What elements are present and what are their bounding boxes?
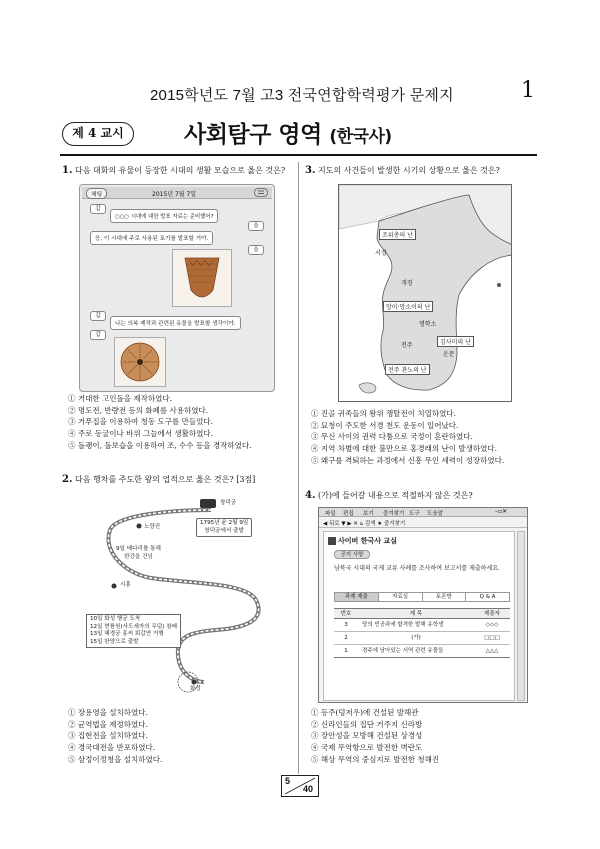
menu-view[interactable]: 보기: [363, 511, 374, 517]
q3-stem: [305, 165, 537, 176]
map-label-jowicheong: 조위총의 난: [379, 229, 416, 240]
q1-number: 1.: [62, 165, 73, 176]
q3-korea-map: [338, 184, 512, 402]
speaker-a-tag: 갑: [90, 204, 106, 214]
chat-date: 2015년 7월 7일: [152, 191, 197, 198]
q1-option-3[interactable]: ③ 거푸집을 이용하여 청동 도구를 만들었다.: [68, 417, 213, 427]
q2-number: 2.: [62, 474, 73, 485]
q4-option-5[interactable]: ⑤ 해상 무역의 중심지로 발전한 청해진: [311, 754, 440, 764]
notice-text: 남북국 시대의 국제 교류 사례를 조사하여 보고서를 제출하세요.: [334, 565, 500, 572]
header-rule: [60, 154, 537, 156]
submission-table: [334, 608, 510, 658]
chat-topbar: [82, 187, 272, 199]
pottery-icon: [173, 250, 231, 306]
q2-option-1[interactable]: ① 장용영을 설치하였다.: [68, 708, 148, 717]
hwaseong-marker: [192, 680, 197, 685]
menu-help[interactable]: 도움말: [427, 511, 443, 517]
site-logo-icon: [328, 537, 336, 545]
label-hwaseong: 화성: [190, 686, 201, 692]
browser-content: [323, 531, 515, 701]
label-siheung: 시흥: [120, 582, 131, 588]
subject-main: 사회탐구 영역: [184, 122, 322, 148]
q3-text: 지도의 사건들이 발생한 시기의 상황으로 옳은 것은?: [318, 166, 500, 175]
table-row[interactable]: [334, 632, 510, 645]
chat-message-1: ○○○ 시대에 대한 발표 자료는 준비했어?: [110, 209, 218, 223]
map-label-myeonghakso: 명학소: [419, 321, 437, 328]
row-title: 당의 빈공과에 합격한 발해 유학생: [362, 622, 444, 628]
route-path: [96, 496, 282, 698]
page-number: 1: [521, 78, 535, 103]
row-by: □□□: [484, 635, 500, 641]
nav-buttons[interactable]: ◀ 뒤로 ▼ ▶ ✕ ⌂ 검색 ★ 즐겨찾기: [323, 521, 406, 527]
q2-points: [3점]: [236, 475, 256, 484]
label-changdeokgung: 창덕궁: [220, 500, 237, 506]
q2-option-5[interactable]: ⑤ 삼정이정청을 설치하였다.: [68, 754, 163, 764]
speaker-b-tag: 을: [248, 221, 264, 231]
tab-discussion[interactable]: 토론방: [423, 593, 467, 601]
siheung-marker: [112, 584, 117, 589]
subject-sub: (한국사): [329, 127, 392, 147]
q2-option-4[interactable]: ④ 경국대전을 반포하였다.: [68, 743, 156, 753]
q2-text: 다음 행차를 주도한 왕의 업적으로 옳은 것은?: [75, 475, 234, 484]
q1-option-4[interactable]: ④ 주로 동굴이나 바위 그늘에서 생활하였다.: [68, 429, 213, 439]
q1-option-2[interactable]: ② 명도전, 반량전 등의 화폐를 사용하였다.: [68, 405, 209, 415]
window-controls-icon[interactable]: –▫✕: [495, 508, 508, 515]
q1-text: 다음 대화의 유물이 등장한 시대의 생활 모습으로 옳은 것은?: [75, 166, 286, 175]
row-by: △△△: [485, 648, 499, 654]
row-no: 1: [344, 648, 348, 654]
row-title: (가): [411, 635, 421, 641]
q1-option-5[interactable]: ⑤ 돌괭이, 돌보습을 이용하여 조, 수수 등을 경작하였다.: [68, 440, 252, 450]
label-noryangjin: 노량진: [144, 524, 161, 530]
q4-options: [311, 707, 439, 766]
chat-message-2: 응, 이 시대에 주로 사용된 토기를 발표할 거야.: [90, 231, 213, 245]
map-label-seogyeong: 서경: [375, 250, 387, 257]
q3-option-5[interactable]: ⑤ 왜구를 격퇴하는 과정에서 신흥 무인 세력이 성장하였다.: [311, 455, 505, 465]
q4-option-2[interactable]: ② 신라인들의 집단 거주지 신라방: [311, 719, 423, 729]
table-header-row: [334, 608, 510, 619]
page-current: 5: [285, 776, 291, 786]
menu-edit[interactable]: 편집: [343, 511, 354, 517]
label-departure: 1795년 윤 2월 9일 창덕궁에서 출발: [196, 518, 252, 537]
q3-option-1[interactable]: ① 진골 귀족들의 왕위 쟁탈전이 치열하였다.: [311, 409, 456, 418]
chat-message-3: 나는 의복 제작과 관련된 유물을 발표할 생각이야.: [110, 316, 241, 330]
q2-option-2[interactable]: ② 균역법을 제정하였다.: [68, 719, 148, 729]
chat-menu-icon[interactable]: [254, 188, 268, 197]
site-title: [328, 536, 397, 546]
label-boat-bridge: 9일 배다리를 통해 한강을 건넘: [116, 546, 161, 560]
tab-resources[interactable]: 자료실: [379, 593, 423, 601]
page-counter: [281, 775, 319, 797]
tab-qna[interactable]: Q & A: [479, 594, 496, 600]
spindle-whorl-image: [114, 337, 166, 387]
exam-header-title: 2015학년도 7월 고3 전국연합학력평가 문제지: [150, 87, 454, 104]
row-title: 경주에 남아있는 서역 관련 유물들: [362, 648, 444, 654]
browser-scrollbar[interactable]: [517, 531, 525, 701]
map-label-gimsami: 김사미의 난: [437, 336, 474, 347]
row-by: ◇◇◇: [485, 622, 499, 628]
q1-chat-screen: [79, 184, 275, 392]
q3-options: [311, 408, 504, 467]
browser-navbar: [319, 518, 527, 528]
palace-icon: [200, 499, 216, 508]
q2-option-3[interactable]: ③ 집현전을 설치하였다.: [68, 731, 148, 741]
q3-option-2[interactable]: ② 묘청이 주도한 서경 천도 운동이 일어났다.: [311, 420, 459, 430]
col-title: 제 목: [409, 611, 423, 617]
q4-option-4[interactable]: ④ 국제 무역항으로 발전한 벽란도: [311, 743, 423, 753]
q3-option-3[interactable]: ③ 무신 사이의 권력 다툼으로 국정이 혼란하였다.: [311, 432, 473, 442]
label-itinerary: 10일 화성 행궁 도착 12일 현륭원(사도세자의 무덤) 참배 13일 혜경궁 홍씨 회갑연 거행 15일 한양으로 출발: [86, 614, 181, 648]
browser-menubar: [319, 508, 527, 517]
board-tabs: [334, 592, 510, 602]
q2-route-diagram: [90, 496, 282, 698]
q1-stem: [62, 165, 294, 176]
speaker-a-tag-2: 갑: [90, 311, 106, 321]
q4-browser-window: [318, 507, 528, 703]
q4-option-1[interactable]: ① 등주(덩저우)에 건설된 발해관: [311, 708, 419, 717]
subject-title: [184, 116, 392, 149]
q4-stem: [305, 490, 537, 501]
menu-tools[interactable]: 도구: [409, 511, 420, 517]
q1-option-1[interactable]: ① 거대한 고인돌을 제작하였다.: [68, 394, 172, 403]
comb-pottery-image: [172, 249, 232, 307]
speaker-a-tag-3: 갑: [90, 330, 106, 340]
q4-text: (가)에 들어갈 내용으로 적절하지 않은 것은?: [318, 491, 473, 500]
col-no: 번호: [340, 611, 352, 617]
map-label-gaegyeong: 개경: [401, 280, 413, 287]
map-label-mangi: 망이·망소이의 난: [383, 301, 433, 312]
speaker-b-tag-2: 을: [248, 245, 264, 255]
table-row[interactable]: [334, 619, 510, 632]
q2-options: [68, 707, 162, 766]
row-no: 2: [344, 635, 348, 641]
spindle-whorl-icon: [115, 338, 165, 386]
q2-stem: [62, 474, 294, 485]
tab-assignment[interactable]: 과제 제출: [335, 593, 379, 601]
menu-favorites[interactable]: 즐겨찾기: [383, 511, 405, 517]
q1-options: [68, 393, 251, 452]
site-title-text: 사이버 한국사 교실: [338, 537, 397, 545]
table-row[interactable]: [334, 645, 510, 658]
map-label-jeonju: 전주: [401, 342, 413, 349]
period-label: 제 4 교시: [62, 122, 134, 146]
q4-number: 4.: [305, 490, 316, 501]
q4-option-3[interactable]: ③ 장안성을 모방해 건설된 상경성: [311, 731, 423, 741]
noryang-marker: [137, 524, 142, 529]
map-label-jeonju-gwanno: 전주 관노의 난: [385, 364, 430, 375]
notice-badge: 공지 사항: [334, 550, 370, 559]
q3-number: 3.: [305, 165, 316, 176]
q3-option-4[interactable]: ④ 지역 차별에 대한 불만으로 홍경래의 난이 발생하였다.: [311, 444, 497, 454]
row-no: 3: [344, 622, 348, 628]
menu-file[interactable]: 파일: [325, 511, 336, 517]
col-by: 제출자: [484, 611, 500, 617]
page-total: 40: [303, 784, 314, 794]
column-divider: [298, 162, 299, 774]
map-label-unmun: 운문: [443, 351, 455, 358]
chat-back-button[interactable]: 채팅: [86, 188, 107, 199]
